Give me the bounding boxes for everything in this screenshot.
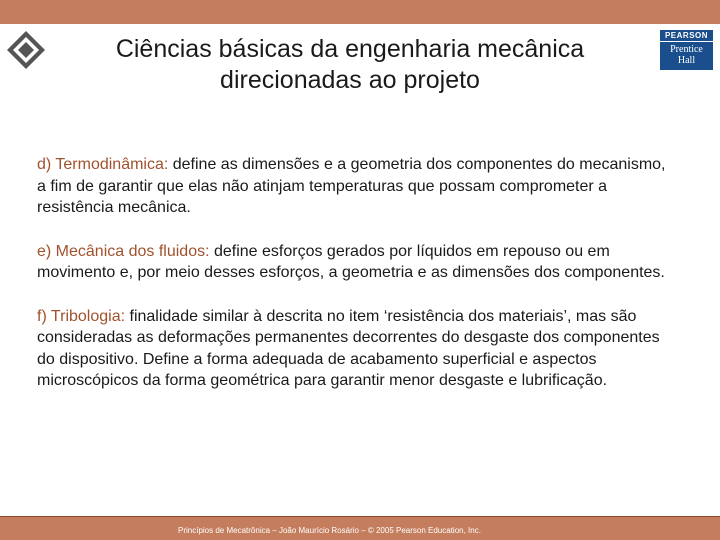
diamond-logo-icon — [5, 29, 47, 71]
title-line-1: Ciências básicas da engenharia mecânica — [115, 35, 585, 63]
publisher-logo-line-1: Prentice — [670, 44, 703, 55]
slide-content — [37, 154, 677, 414]
item-label: e) Mecânica dos fluidos: — [37, 242, 210, 260]
item-label: d) Termodinâmica: — [37, 156, 169, 173]
item-text: define as dimensões e a geometria dos componentes do mecanismo, a fim de garantir que elas não atinjam temperaturas que possam comprometer a resistência mecânica. — [37, 156, 666, 216]
footer-copyright: Princípios de Mecatrônica – João Maurício Rosário – © 2005 Pearson Education, Inc. — [178, 526, 481, 535]
publisher-logo-line-2: Hall — [677, 55, 696, 66]
title-line-2: direcionadas ao projeto — [220, 66, 480, 94]
item-thermodynamics — [37, 154, 677, 219]
top-bar — [0, 0, 720, 24]
item-text: finalidade similar à descrita no item ‘resistência dos materiais’, mas são consideradas as deformações permanentes decorrentes do desgaste dos componentes do dispositivo. Define a forma adequada de acabamento superficial e aspectos microscópicos da forma geométrica para garantir menor desgaste e lubrificação. — [37, 307, 660, 389]
item-label: f) Tribologia: — [37, 307, 126, 325]
item-tribology — [37, 306, 677, 392]
item-fluid-mechanics — [37, 241, 677, 284]
item-text: define esforços gerados por líquidos em repouso ou em movimento e, por meio desses esforços, a geometria e as dimensões dos componentes. — [37, 242, 665, 281]
publisher-logo — [660, 30, 713, 70]
publisher-logo-top: PEARSON — [660, 30, 713, 42]
footer-bar — [0, 516, 720, 540]
page-title — [60, 34, 640, 96]
